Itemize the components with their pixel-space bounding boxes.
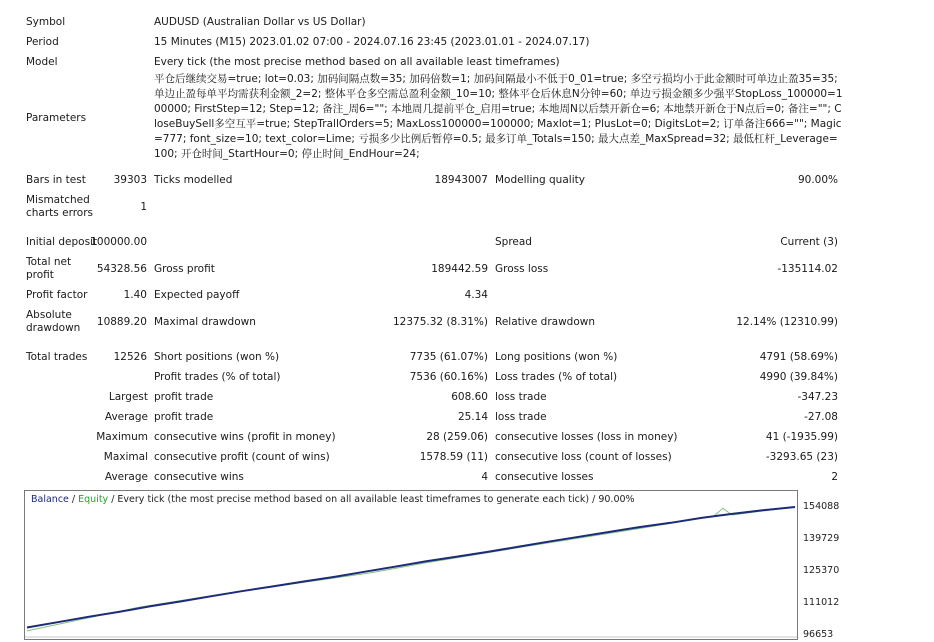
maximum-profit-label: consecutive wins (profit in money) bbox=[154, 431, 336, 443]
y-tick-label: 96653 bbox=[803, 629, 834, 640]
maximum-loss-label: consecutive losses (loss in money) bbox=[495, 431, 678, 443]
maximal-loss-label: consecutive loss (count of losses) bbox=[495, 451, 672, 463]
expected-payoff-value: 4.34 bbox=[464, 289, 488, 301]
bars-in-test-value: 39303 bbox=[113, 174, 147, 186]
y-tick-label: 154088 bbox=[803, 501, 840, 512]
spread-label: Spread bbox=[495, 236, 532, 248]
gross-loss-value: -135114.02 bbox=[777, 263, 838, 275]
average2-profit-value: 4 bbox=[481, 471, 488, 483]
maximal-prefix: Maximal bbox=[103, 451, 148, 463]
profit-factor-value: 1.40 bbox=[123, 289, 147, 301]
absolute-drawdown-label: Absolute drawdown bbox=[26, 309, 81, 334]
largest-prefix: Largest bbox=[108, 391, 148, 403]
model-label: Model bbox=[26, 56, 58, 68]
maximal-profit-label: consecutive profit (count of wins) bbox=[154, 451, 330, 463]
total-trades-value: 12526 bbox=[113, 351, 147, 363]
gross-loss-label: Gross loss bbox=[495, 263, 549, 275]
short-positions-label: Short positions (won %) bbox=[154, 351, 280, 363]
ticks-modelled-value: 18943007 bbox=[434, 174, 488, 186]
parameters-label: Parameters bbox=[26, 112, 87, 124]
legend-separator: / bbox=[68, 494, 79, 505]
profit-factor-label: Profit factor bbox=[26, 289, 88, 301]
profit-trades-label: Profit trades (% of total) bbox=[154, 371, 281, 383]
symbol-label: Symbol bbox=[26, 16, 66, 28]
total-net-profit-label: Total net profit bbox=[26, 256, 72, 281]
average-loss-label: loss trade bbox=[495, 411, 547, 423]
legend-equity: Equity bbox=[78, 494, 109, 505]
average2-prefix: Average bbox=[104, 471, 148, 483]
loss-trades-value: 4990 (39.84%) bbox=[759, 371, 838, 383]
balance-series-line bbox=[27, 507, 795, 628]
maximum-prefix: Maximum bbox=[96, 431, 148, 443]
total-net-profit-value: 54328.56 bbox=[96, 263, 147, 275]
average2-loss-value: 2 bbox=[831, 471, 838, 483]
y-tick-label: 125370 bbox=[803, 565, 840, 576]
maximal-drawdown-value: 12375.32 (8.31%) bbox=[393, 316, 488, 328]
period-value: 15 Minutes (M15) 2023.01.02 07:00 - 2024.07.16 23:45 (2023.01.01 - 2024.07.17) bbox=[154, 36, 590, 48]
modelling-quality-value: 90.00% bbox=[797, 174, 838, 186]
largest-profit-label: profit trade bbox=[154, 391, 214, 403]
parameters-value: 平仓后继续交易=true; lot=0.03; 加码间隔点数=35; 加码倍数=1; 加码间隔最小不低于0_01=true; 多空亏损均小于此金额时可单边止盈35=35; 单边止盈每单平均需获利金额_2=2; 整体平仓多空需总盈利金额_10=10; 整体平仓后休息N分钟=60; 单边亏损金额多少强平StopLoss_100000=100000; FirstStep=12; Step=12; 备注_周6=""; 本地周几提前平仓_启用=true; 本地周N以后禁开新仓=6; 本地禁开新仓于N点后=0; 备注=""; CloseBuySell多空互平=true; StepTrallOrders=5; MaxLoss100000=100000; Maxlot=1; PlusLot=0; DigitsLot=2; 订单备注666=""; Magic=777; font_size=10; text_color=Lime; 亏损多少比例后暂停=0.5; 最多订单_Totals=150; 最大点差_MaxSpread=32; 最低杠杆_Leverage=100; 开仓时间_StartHour=0; 停止时间_EndHour=24; bbox=[154, 73, 843, 160]
chart-plot-area bbox=[25, 491, 797, 639]
loss-trades-label: Loss trades (% of total) bbox=[495, 371, 618, 383]
short-positions-value: 7735 (61.07%) bbox=[409, 351, 488, 363]
expected-payoff-label: Expected payoff bbox=[154, 289, 240, 301]
mismatched-label: Mismatched charts errors bbox=[26, 194, 93, 219]
legend-balance: Balance bbox=[31, 494, 69, 505]
gross-profit-value: 189442.59 bbox=[431, 263, 488, 275]
maximum-loss-value: 41 (-1935.99) bbox=[765, 431, 838, 443]
bars-in-test-label: Bars in test bbox=[26, 174, 86, 186]
maximal-loss-value: -3293.65 (23) bbox=[765, 451, 838, 463]
legend-description: / Every tick (the most precise method based on all available least timeframes to generate each tick) / 90.00% bbox=[108, 494, 635, 505]
initial-deposit-label: Initial deposit bbox=[26, 236, 98, 248]
spread-value: Current (3) bbox=[780, 236, 838, 248]
largest-profit-value: 608.60 bbox=[451, 391, 488, 403]
relative-drawdown-label: Relative drawdown bbox=[495, 316, 596, 328]
maximal-profit-value: 1578.59 (11) bbox=[419, 451, 488, 463]
modelling-quality-label: Modelling quality bbox=[495, 174, 585, 186]
average2-loss-label: consecutive losses bbox=[495, 471, 594, 483]
ticks-modelled-label: Ticks modelled bbox=[154, 174, 233, 186]
y-tick-label: 139729 bbox=[803, 533, 840, 544]
chart-legend bbox=[31, 494, 635, 505]
gross-profit-label: Gross profit bbox=[154, 263, 215, 275]
y-tick-label: 111012 bbox=[803, 597, 840, 608]
average-profit-value: 25.14 bbox=[457, 411, 488, 423]
largest-loss-value: -347.23 bbox=[797, 391, 838, 403]
model-value: Every tick (the most precise method based on all available least timeframes) bbox=[154, 56, 560, 68]
initial-deposit-value: 100000.00 bbox=[90, 236, 147, 248]
total-trades-label: Total trades bbox=[26, 351, 88, 363]
period-label: Period bbox=[26, 36, 59, 48]
average-profit-label: profit trade bbox=[154, 411, 214, 423]
relative-drawdown-value: 12.14% (12310.99) bbox=[736, 316, 838, 328]
largest-loss-label: loss trade bbox=[495, 391, 547, 403]
symbol-value: AUDUSD (Australian Dollar vs US Dollar) bbox=[154, 16, 366, 28]
maximal-drawdown-label: Maximal drawdown bbox=[154, 316, 256, 328]
equity-series-line bbox=[27, 507, 795, 631]
long-positions-value: 4791 (58.69%) bbox=[759, 351, 838, 363]
average-loss-value: -27.08 bbox=[804, 411, 838, 423]
maximum-profit-value: 28 (259.06) bbox=[426, 431, 488, 443]
absolute-drawdown-value: 10889.20 bbox=[96, 316, 147, 328]
long-positions-label: Long positions (won %) bbox=[495, 351, 618, 363]
average-prefix: Average bbox=[104, 411, 148, 423]
mismatched-value: 1 bbox=[140, 201, 147, 213]
average2-profit-label: consecutive wins bbox=[154, 471, 244, 483]
balance-equity-chart bbox=[24, 490, 798, 640]
profit-trades-value: 7536 (60.16%) bbox=[409, 371, 488, 383]
